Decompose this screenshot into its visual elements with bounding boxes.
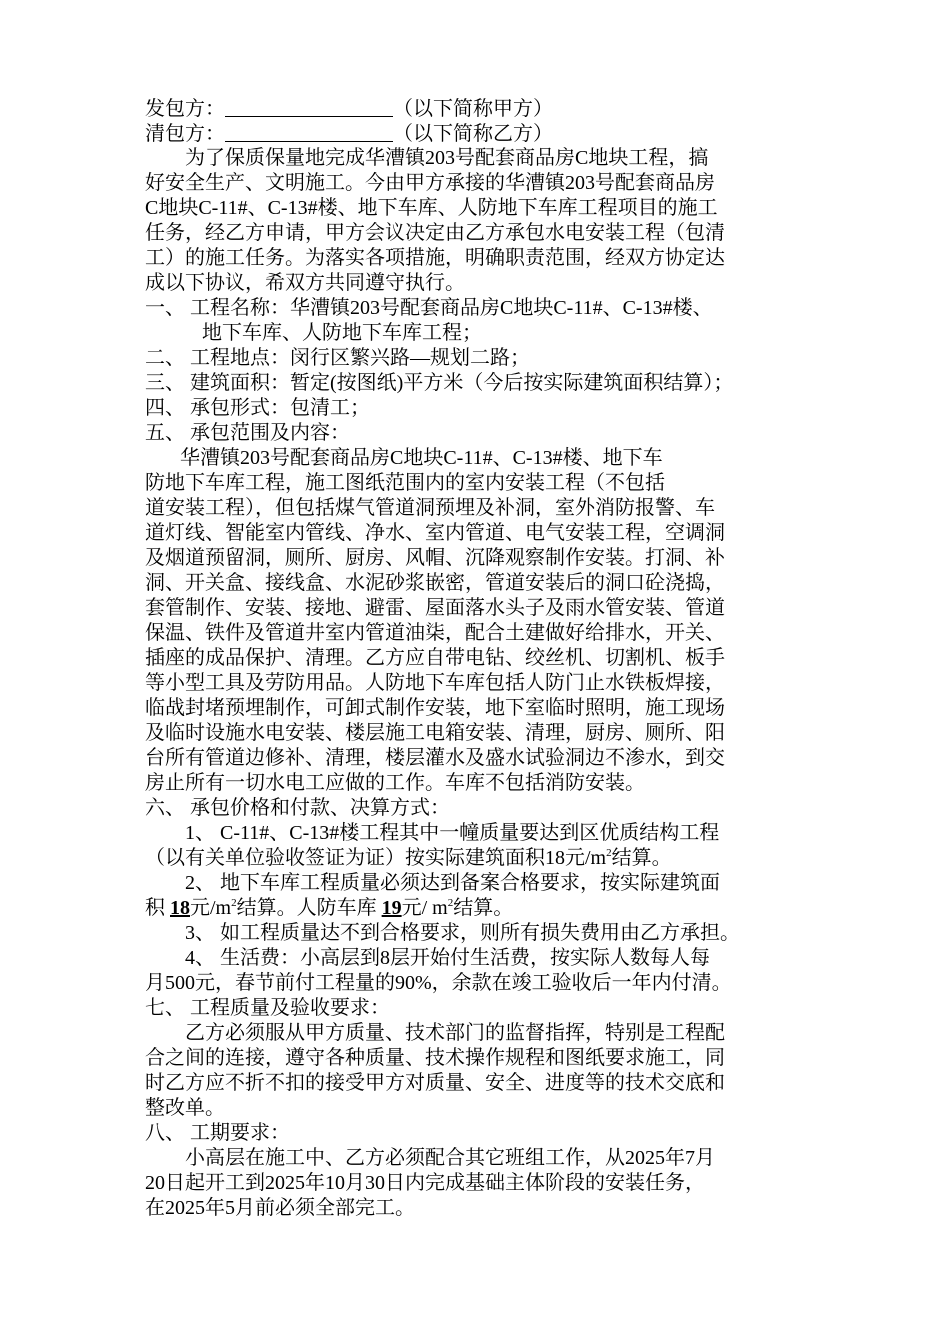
party-b-label: 清包方： (145, 123, 225, 145)
quality-line: 时乙方应不折不扣的接受甲方对质量、安全、进度等的技术交底和 (145, 1072, 725, 1094)
scope-line: 及临时设施水电安装、楼层施工电箱安装、清理，厨房、厕所、阳 (145, 722, 725, 744)
garage-unit-price: 18 (170, 897, 190, 919)
section-schedule: 八、 工期要求： (145, 1122, 290, 1144)
unit-superscript: 2 (606, 847, 612, 859)
intro-line: 成以下协议，希双方共同遵守执行。 (145, 272, 465, 294)
payment-item-4-cont: 月500元，春节前付工程量的90%，余款在竣工验收后一年内付清。 (145, 972, 732, 994)
payment-item-2: 2、 地下车库工程质量必须达到备案合格要求，按实际建筑面 (185, 872, 720, 894)
payment-item-2-cont: 积 18元$/m^2$结算。人防车库 19元/ $m^2$结算。 (145, 897, 514, 919)
quality-line: 整改单。 (145, 1097, 225, 1119)
payment-item-4: 4、 生活费：小高层到8层开始付生活费，按实际人数每人每 (185, 947, 710, 969)
schedule-line: 小高层在施工中、乙方必须配合其它班组工作，从2025年7月 (185, 1147, 715, 1169)
section-payment: 六、 承包价格和付款、决算方式： (145, 797, 450, 819)
scope-line: 华漕镇203号配套商品房C地块C-11#、C-13#楼、地下车 (180, 447, 663, 469)
civil-defense-unit-price: 19 (381, 897, 402, 919)
schedule-line: 20日起开工到2025年10月30日内完成基础主体阶段的安装任务， (145, 1172, 705, 1194)
quality-line: 乙方必须服从甲方质量、技术部门的监督指挥，特别是工程配 (185, 1022, 725, 1044)
intro-line: 任务，经乙方申请，甲方会议决定由乙方承包水电安装工程（包清 (145, 222, 725, 244)
intro-line: 工）的施工任务。为落实各项措施，明确职责范围，经双方协定达 (145, 247, 725, 269)
section-project-name: 一、 工程名称：华漕镇203号配套商品房C地块C-11#、C-13#楼、 (145, 297, 713, 319)
payment-item-1: 1、 C-11#、C-13#楼工程其中一幢质量要达到区优质结构工程 (185, 822, 720, 844)
section-contract-form: 四、 承包形式：包清工； (145, 397, 370, 419)
scope-line: 套管制作、安装、接地、避雷、屋面落水头子及雨水管安装、管道 (145, 597, 725, 619)
section-location: 二、 工程地点：闵行区繁兴路—规划二路； (145, 347, 530, 369)
scope-line: 保温、铁件及管道井室内管道油柒，配合土建做好给排水，开关、 (145, 622, 725, 644)
section-area: 三、 建筑面积：暂定(按图纸)平方米（今后按实际建筑面积结算）； (145, 372, 734, 394)
party-b-blank[interactable] (225, 121, 393, 142)
scope-line: 防地下车库工程，施工图纸范围内的室内安装工程（不包括 (145, 472, 665, 494)
scope-line: 等小型工具及劳防用品。人防地下车库包括人防门止水铁板焊接， (145, 672, 725, 694)
scope-line: 洞、开关盒、接线盒、水泥砂浆嵌密，管道安装后的洞口砼浇捣， (145, 572, 725, 594)
payment-item-3: 3、 如工程质量达不到合格要求，则所有损失费用由乙方承担。 (185, 922, 740, 944)
scope-line: 台所有管道边修补、清理，楼层灌水及盛水试验洞边不渗水，到交 (145, 747, 725, 769)
intro-line: 为了保质保量地完成华漕镇203号配套商品房C地块工程，搞 (185, 147, 709, 169)
section-scope: 五、 承包范围及内容： (145, 422, 350, 444)
scope-line: 临战封堵预埋制作，可卸式制作安装，地下室临时照明，施工现场 (145, 697, 725, 719)
section-quality: 七、 工程质量及验收要求： (145, 997, 390, 1019)
intro-line: C地块C-11#、C-13#楼、地下车库、人防地下车库工程项目的施工 (145, 197, 718, 219)
party-a-label: 发包方： (145, 98, 225, 120)
quality-line: 合之间的连接，遵守各种质量、技术操作规程和图纸要求施工，同 (145, 1047, 725, 1069)
intro-line: 好安全生产、文明施工。今由甲方承接的华漕镇203号配套商品房 (145, 172, 715, 194)
scope-line: 房止所有一切水电工应做的工作。车库不包括消防安装。 (145, 772, 645, 794)
unit-superscript: 2 (231, 897, 237, 909)
schedule-line: 在2025年5月前必须全部完工。 (145, 1197, 415, 1219)
payment-item-1-cont: （以有关单位验收签证为证）按实际建筑面积18元$/m^2$结算。 (145, 847, 672, 869)
scope-line: 及烟道预留洞，厕所、厨房、风帽、沉降观察制作安装。打洞、补 (145, 547, 725, 569)
party-a-blank[interactable] (225, 96, 393, 117)
scope-line: 道安装工程），但包括煤气管道洞预埋及补洞，室外消防报警、车 (145, 497, 715, 519)
unit-superscript: 2 (447, 897, 454, 909)
party-a-line (145, 96, 553, 120)
party-b-line (145, 121, 553, 145)
party-b-note: （以下简称乙方） (393, 123, 553, 145)
scope-line: 插座的成品保护、清理。乙方应自带电钻、绞丝机、切割机、板手 (145, 647, 725, 669)
scope-line: 道灯线、智能室内管线、净水、室内管道、电气安装工程，空调洞 (145, 522, 725, 544)
section-project-name-cont: 地下车库、人防地下车库工程； (202, 322, 482, 344)
party-a-note: （以下简称甲方） (393, 98, 553, 120)
